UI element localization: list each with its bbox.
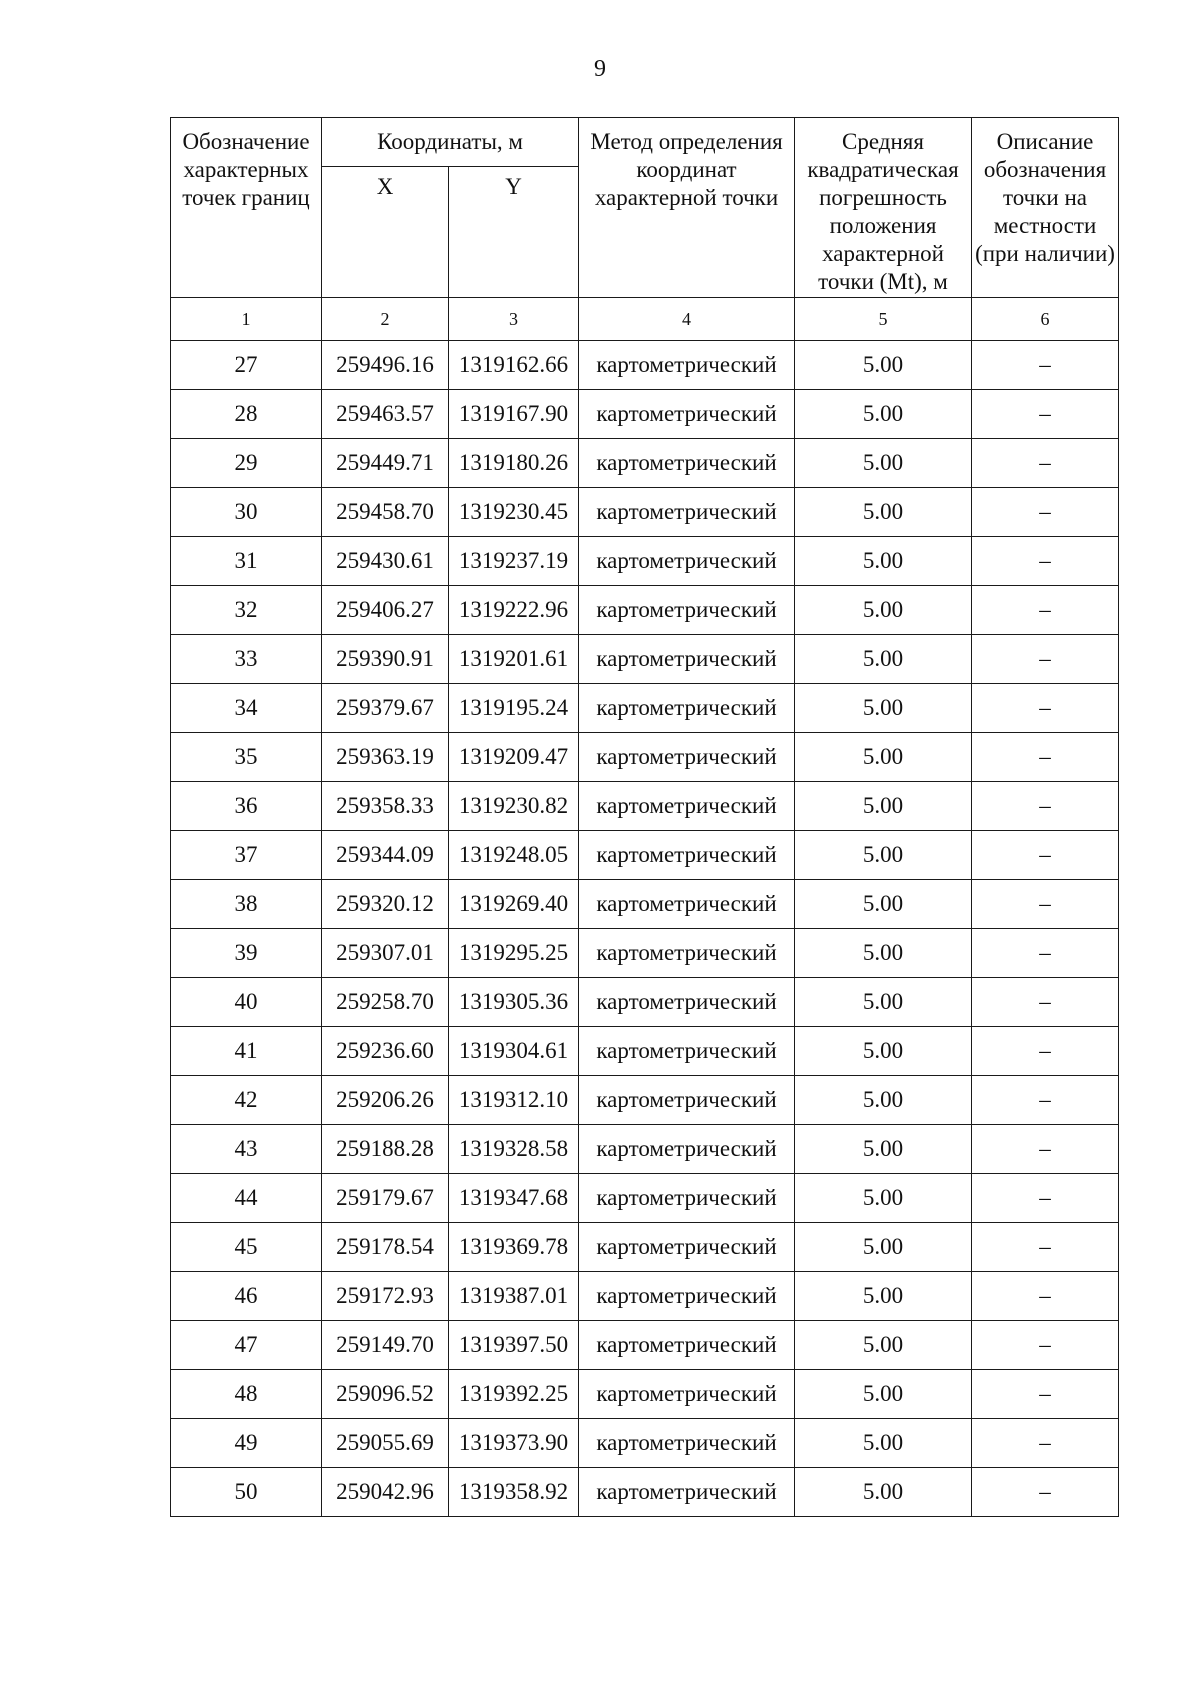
x-cell: 259042.96: [322, 1468, 449, 1517]
header-description: Описание обозначения точки на местности (при наличии): [972, 118, 1119, 298]
table-row: [171, 1321, 1119, 1370]
description-cell: –: [972, 1468, 1119, 1517]
table-row: [171, 831, 1119, 880]
y-cell: 1319230.45: [449, 488, 579, 537]
x-cell: 259496.16: [322, 341, 449, 390]
error-cell: 5.00: [795, 978, 972, 1027]
coordinates-table: [170, 117, 1119, 1517]
point-cell: 42: [171, 1076, 322, 1125]
description-cell: –: [972, 880, 1119, 929]
description-cell: –: [972, 1272, 1119, 1321]
error-cell: 5.00: [795, 880, 972, 929]
error-cell: 5.00: [795, 831, 972, 880]
table-row: [171, 782, 1119, 831]
method-cell: картометрический: [579, 782, 795, 831]
x-cell: 259458.70: [322, 488, 449, 537]
method-cell: картометрический: [579, 1419, 795, 1468]
description-cell: –: [972, 1174, 1119, 1223]
header-x: X: [322, 167, 449, 298]
table-row: [171, 439, 1119, 488]
y-cell: 1319392.25: [449, 1370, 579, 1419]
error-cell: 5.00: [795, 1370, 972, 1419]
error-cell: 5.00: [795, 684, 972, 733]
x-cell: 259055.69: [322, 1419, 449, 1468]
error-cell: 5.00: [795, 1419, 972, 1468]
point-cell: 44: [171, 1174, 322, 1223]
error-cell: 5.00: [795, 733, 972, 782]
point-cell: 37: [171, 831, 322, 880]
point-cell: 47: [171, 1321, 322, 1370]
y-cell: 1319167.90: [449, 390, 579, 439]
error-cell: 5.00: [795, 1125, 972, 1174]
header-error: Средняя квадратическая погрешность положения характерной точки (Mt), м: [795, 118, 972, 298]
x-cell: 259307.01: [322, 929, 449, 978]
column-number: 1: [171, 298, 322, 341]
description-cell: –: [972, 439, 1119, 488]
method-cell: картометрический: [579, 831, 795, 880]
error-cell: 5.00: [795, 1321, 972, 1370]
error-cell: 5.00: [795, 1272, 972, 1321]
error-cell: 5.00: [795, 1027, 972, 1076]
x-cell: 259463.57: [322, 390, 449, 439]
description-cell: –: [972, 1419, 1119, 1468]
point-cell: 31: [171, 537, 322, 586]
error-cell: 5.00: [795, 1076, 972, 1125]
table-row: [171, 1419, 1119, 1468]
method-cell: картометрический: [579, 439, 795, 488]
table-row: [171, 929, 1119, 978]
error-cell: 5.00: [795, 390, 972, 439]
description-cell: –: [972, 1076, 1119, 1125]
error-cell: 5.00: [795, 586, 972, 635]
y-cell: 1319295.25: [449, 929, 579, 978]
y-cell: 1319248.05: [449, 831, 579, 880]
table-row: [171, 684, 1119, 733]
y-cell: 1319328.58: [449, 1125, 579, 1174]
x-cell: 259096.52: [322, 1370, 449, 1419]
description-cell: –: [972, 537, 1119, 586]
x-cell: 259206.26: [322, 1076, 449, 1125]
method-cell: картометрический: [579, 1223, 795, 1272]
column-number: 5: [795, 298, 972, 341]
error-cell: 5.00: [795, 537, 972, 586]
y-cell: 1319237.19: [449, 537, 579, 586]
description-cell: –: [972, 1370, 1119, 1419]
y-cell: 1319222.96: [449, 586, 579, 635]
table-row: [171, 1174, 1119, 1223]
error-cell: 5.00: [795, 488, 972, 537]
method-cell: картометрический: [579, 586, 795, 635]
y-cell: 1319180.26: [449, 439, 579, 488]
column-number: 6: [972, 298, 1119, 341]
error-cell: 5.00: [795, 439, 972, 488]
method-cell: картометрический: [579, 733, 795, 782]
x-cell: 259188.28: [322, 1125, 449, 1174]
y-cell: 1319369.78: [449, 1223, 579, 1272]
column-number: 3: [449, 298, 579, 341]
x-cell: 259390.91: [322, 635, 449, 684]
description-cell: –: [972, 488, 1119, 537]
method-cell: картометрический: [579, 341, 795, 390]
point-cell: 43: [171, 1125, 322, 1174]
description-cell: –: [972, 341, 1119, 390]
method-cell: картометрический: [579, 1125, 795, 1174]
error-cell: 5.00: [795, 1223, 972, 1272]
description-cell: –: [972, 635, 1119, 684]
table-row: [171, 733, 1119, 782]
table-row: [171, 1468, 1119, 1517]
method-cell: картометрический: [579, 1027, 795, 1076]
point-cell: 35: [171, 733, 322, 782]
x-cell: 259149.70: [322, 1321, 449, 1370]
description-cell: –: [972, 831, 1119, 880]
y-cell: 1319312.10: [449, 1076, 579, 1125]
column-number: 2: [322, 298, 449, 341]
point-cell: 33: [171, 635, 322, 684]
y-cell: 1319230.82: [449, 782, 579, 831]
method-cell: картометрический: [579, 390, 795, 439]
description-cell: –: [972, 733, 1119, 782]
point-cell: 32: [171, 586, 322, 635]
error-cell: 5.00: [795, 1174, 972, 1223]
error-cell: 5.00: [795, 782, 972, 831]
error-cell: 5.00: [795, 1468, 972, 1517]
error-cell: 5.00: [795, 635, 972, 684]
method-cell: картометрический: [579, 1272, 795, 1321]
table-row: [171, 1125, 1119, 1174]
method-cell: картометрический: [579, 488, 795, 537]
description-cell: –: [972, 1027, 1119, 1076]
point-cell: 38: [171, 880, 322, 929]
x-cell: 259344.09: [322, 831, 449, 880]
error-cell: 5.00: [795, 341, 972, 390]
x-cell: 259430.61: [322, 537, 449, 586]
column-number: 4: [579, 298, 795, 341]
x-cell: 259320.12: [322, 880, 449, 929]
description-cell: –: [972, 684, 1119, 733]
y-cell: 1319209.47: [449, 733, 579, 782]
point-cell: 29: [171, 439, 322, 488]
method-cell: картометрический: [579, 978, 795, 1027]
point-cell: 30: [171, 488, 322, 537]
table-row: [171, 1370, 1119, 1419]
x-cell: 259258.70: [322, 978, 449, 1027]
description-cell: –: [972, 929, 1119, 978]
point-cell: 49: [171, 1419, 322, 1468]
y-cell: 1319201.61: [449, 635, 579, 684]
description-cell: –: [972, 586, 1119, 635]
x-cell: 259406.27: [322, 586, 449, 635]
x-cell: 259172.93: [322, 1272, 449, 1321]
page-number: 9: [594, 56, 606, 82]
header-coordinates: Координаты, м: [322, 118, 579, 167]
table-row: [171, 1223, 1119, 1272]
method-cell: картометрический: [579, 1321, 795, 1370]
x-cell: 259379.67: [322, 684, 449, 733]
point-cell: 48: [171, 1370, 322, 1419]
method-cell: картометрический: [579, 880, 795, 929]
x-cell: 259449.71: [322, 439, 449, 488]
y-cell: 1319269.40: [449, 880, 579, 929]
table-row: [171, 586, 1119, 635]
y-cell: 1319195.24: [449, 684, 579, 733]
y-cell: 1319162.66: [449, 341, 579, 390]
method-cell: картометрический: [579, 537, 795, 586]
method-cell: картометрический: [579, 1076, 795, 1125]
description-cell: –: [972, 978, 1119, 1027]
table-row: [171, 341, 1119, 390]
point-cell: 28: [171, 390, 322, 439]
y-cell: 1319387.01: [449, 1272, 579, 1321]
x-cell: 259363.19: [322, 733, 449, 782]
y-cell: 1319373.90: [449, 1419, 579, 1468]
x-cell: 259236.60: [322, 1027, 449, 1076]
description-cell: –: [972, 390, 1119, 439]
table-row: [171, 978, 1119, 1027]
y-cell: 1319347.68: [449, 1174, 579, 1223]
table-row: [171, 1076, 1119, 1125]
header-point: Обозначение характерных точек границ: [171, 118, 322, 298]
method-cell: картометрический: [579, 635, 795, 684]
method-cell: картометрический: [579, 684, 795, 733]
point-cell: 36: [171, 782, 322, 831]
point-cell: 34: [171, 684, 322, 733]
point-cell: 45: [171, 1223, 322, 1272]
table-row: [171, 488, 1119, 537]
table-row: [171, 1027, 1119, 1076]
x-cell: 259178.54: [322, 1223, 449, 1272]
x-cell: 259358.33: [322, 782, 449, 831]
table-row: [171, 537, 1119, 586]
table-row: [171, 390, 1119, 439]
point-cell: 39: [171, 929, 322, 978]
header-method: Метод определения координат характерной точки: [579, 118, 795, 298]
table-row: [171, 635, 1119, 684]
y-cell: 1319397.50: [449, 1321, 579, 1370]
y-cell: 1319305.36: [449, 978, 579, 1027]
header-y: Y: [449, 167, 579, 298]
description-cell: –: [972, 782, 1119, 831]
y-cell: 1319304.61: [449, 1027, 579, 1076]
table-row: [171, 1272, 1119, 1321]
x-cell: 259179.67: [322, 1174, 449, 1223]
table-body: [171, 341, 1119, 1517]
method-cell: картометрический: [579, 929, 795, 978]
point-cell: 41: [171, 1027, 322, 1076]
error-cell: 5.00: [795, 929, 972, 978]
point-cell: 27: [171, 341, 322, 390]
table-row: [171, 880, 1119, 929]
point-cell: 40: [171, 978, 322, 1027]
y-cell: 1319358.92: [449, 1468, 579, 1517]
method-cell: картометрический: [579, 1370, 795, 1419]
method-cell: картометрический: [579, 1174, 795, 1223]
point-cell: 46: [171, 1272, 322, 1321]
description-cell: –: [972, 1321, 1119, 1370]
description-cell: –: [972, 1125, 1119, 1174]
method-cell: картометрический: [579, 1468, 795, 1517]
description-cell: –: [972, 1223, 1119, 1272]
point-cell: 50: [171, 1468, 322, 1517]
